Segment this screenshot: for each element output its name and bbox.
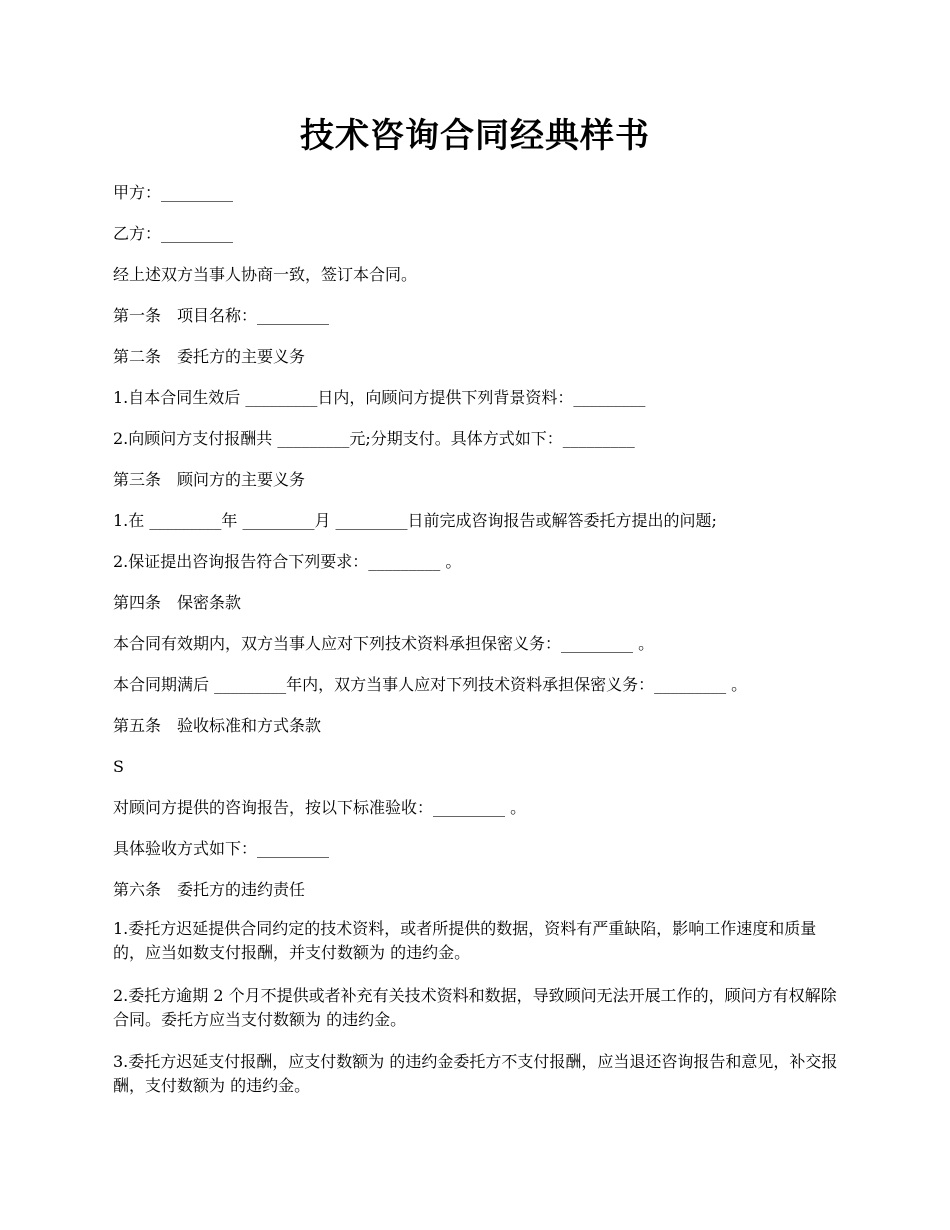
article-2-clause-2: 2.向顾问方支付报酬共 _________元;分期支付。具体方式如下：_________ [113,429,635,448]
article-5-clause-1: 对顾问方提供的咨询报告，按以下标准验收：_________ 。 [113,798,527,817]
agreement-intro: 经上述双方当事人协商一致，签订本合同。 [113,265,418,284]
article-4-clause-1: 本合同有效期内，双方当事人应对下列技术资料承担保密义务：_________ 。 [113,634,655,653]
article-6-clause-3: 3.委托方迟延支付报酬，应支付数额为 的违约金委托方不支付报酬，应当退还咨询报告和意见，补交报酬，支付数额为 的违约金。 [113,1052,838,1095]
party-b-line: 乙方：_________ [113,224,234,243]
document-title: 技术咨询合同经典样书 [300,116,650,156]
party-a-line: 甲方：_________ [113,183,234,202]
article-4-clause-2: 本合同期满后 _________年内，双方当事人应对下列技术资料承担保密义务：_________ 。 [113,675,748,694]
article-6-clause-1: 1.委托方迟延提供合同约定的技术资料，或者所提供的数据，资料有严重缺陷，影响工作速度和质量的，应当如数支付报酬，并支付数额为 的违约金。 [113,919,817,962]
article-5-heading: 第五条 验收标准和方式条款 [113,716,322,735]
article-3-clause-1: 1.在 _________年 _________月 _________日前完成咨询报告或解答委托方提出的问题; [113,511,717,530]
article-6-clause-2: 2.委托方逾期 2 个月不提供或者补充有关技术资料和数据，导致顾问无法开展工作的，顾问方有权解除合同。委托方应当支付数额为 的违约金。 [113,986,837,1029]
article-5-clause-2: 具体验收方式如下：_________ [113,839,330,858]
article-3-clause-2: 2.保证提出咨询报告符合下列要求：_________ 。 [113,552,462,571]
article-3-heading: 第三条 顾问方的主要义务 [113,470,306,489]
article-4-heading: 第四条 保密条款 [113,593,242,612]
article-2-heading: 第二条 委托方的主要义务 [113,347,306,366]
article-1-heading: 第一条 项目名称：_________ [113,306,330,325]
stray-letter-line: S [113,757,124,776]
article-2-clause-1: 1.自本合同生效后 _________日内，向顾问方提供下列背景资料：_________ [113,388,646,407]
article-6-heading: 第六条 委托方的违约责任 [113,880,306,899]
